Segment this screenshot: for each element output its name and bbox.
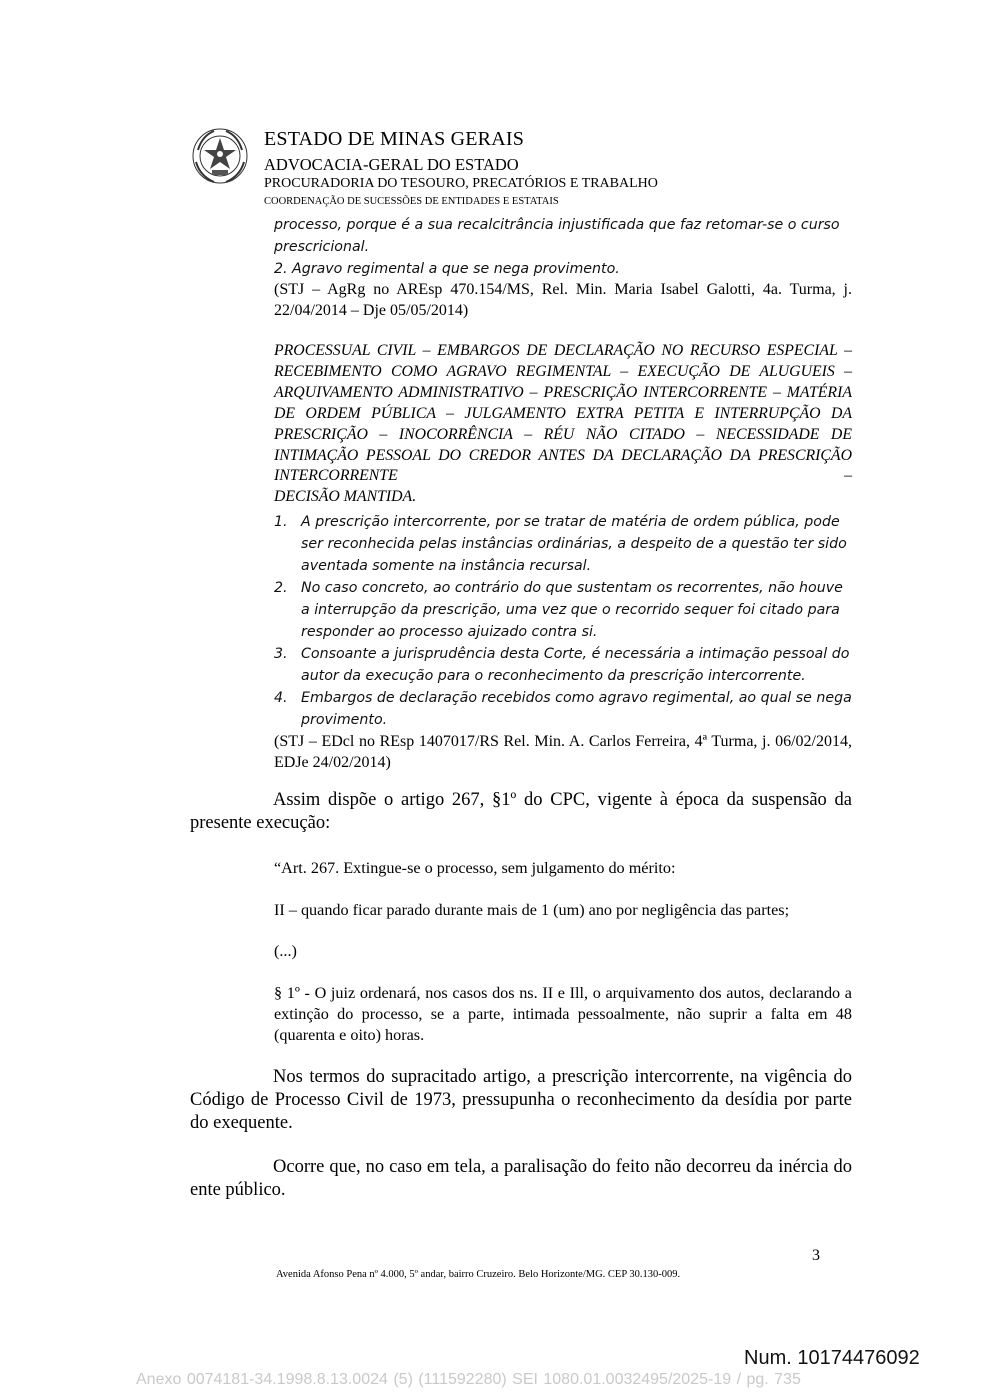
quote-citation: (STJ – AgRg no AREsp 470.154/MS, Rel. Min. Maria Isabel Galotti, 4a. Turma, j. 22/04/2014 – Dje 05/05/2014): [274, 281, 852, 319]
article-ellipsis: (...): [274, 942, 297, 960]
holding-list: [274, 511, 852, 731]
header-coordination: COORDENAÇÃO DE SUCESSÕES DE ENTIDADES E ESTATAIS: [264, 196, 559, 207]
header-agency: ADVOCACIA-GERAL DO ESTADO: [264, 155, 519, 174]
list-item-number: 2.: [274, 580, 288, 597]
headnote-end: DECISÃO MANTIDA.: [274, 488, 417, 506]
list-item-text: No caso concreto, ao contrário do que sustentam os recorrentes, não houve a interrupção da prescrição, uma vez que o recorrido sequer foi citado para responder ao processo ajuizado contra si.: [301, 580, 843, 641]
headnote: [274, 341, 852, 508]
list-item-text: A prescrição intercorrente, por se tratar de matéria de ordem pública, pode ser reconhecida pelas instâncias ordinárias, a despeito de a questão ter sido aventada somente na instância recursal.: [301, 514, 847, 575]
body-paragraph-2: Nos termos do supracitado artigo, a prescrição intercorrente, na vigência do Código de Processo Civil de 1973, pressupunha o reconhecimento da desídia por parte do exequente.: [190, 1067, 852, 1133]
body-paragraph-1: Assim dispõe o artigo 267, §1º do CPC, vigente à época da suspensão da presente execução:: [190, 790, 852, 833]
quote2-citation: (STJ – EDcl no REsp 1407017/RS Rel. Min. A. Carlos Ferreira, 4ª Turma, j. 06/02/2014, EDJe 24/02/2014): [274, 733, 852, 772]
list-item: [274, 643, 852, 687]
header-state: ESTADO DE MINAS GERAIS: [264, 128, 525, 150]
footer-address: Avenida Afonso Pena nº 4.000, 5º andar, bairro Cruzeiro. Belo Horizonte/MG. CEP 30.130-009.: [276, 1269, 681, 1280]
page-number: 3: [812, 1247, 820, 1264]
body-paragraph-3: Ocorre que, no caso em tela, a paralisação do feito não decorreu da inércia do ente público.: [190, 1157, 852, 1200]
article-item-ii: II – quando ficar parado durante mais de 1 (um) ano por negligência das partes;: [274, 901, 790, 919]
list-item: [274, 577, 852, 643]
list-item-number: 3.: [274, 646, 288, 663]
document-number-stamp: Num. 10174476092: [744, 1347, 920, 1369]
list-item-number: 1.: [274, 514, 288, 531]
header-procuradoria: PROCURADORIA DO TESOURO, PRECATÓRIOS E TRABALHO: [264, 176, 658, 191]
list-item: [274, 511, 852, 577]
quote-block-2: [274, 341, 852, 773]
list-item-number: 4.: [274, 690, 288, 707]
article-heading: “Art. 267. Extingue-se o processo, sem julgamento do mérito:: [274, 859, 676, 877]
list-item-text: Consoante a jurisprudência desta Corte, é necessária a intimação pessoal do autor da execução para o reconhecimento da prescrição intercorrente.: [301, 646, 850, 685]
quote-item-2: 2. Agravo regimental a que se nega provimento.: [274, 261, 620, 277]
list-item: [274, 687, 852, 731]
annex-reference-stamp: Anexo 0074181-34.1998.8.13.0024 (5) (111592280) SEI 1080.01.0032495/2025-19 / pg. 735: [136, 1371, 801, 1388]
article-paragraph-1: § 1º - O juiz ordenará, nos casos dos ns. II e Ill, o arquivamento dos autos, declarando a extinção do processo, se a parte, intimada pessoalmente, não suprir a falta em 48 (quarenta e oito) horas.: [274, 984, 852, 1044]
list-item-text: Embargos de declaração recebidos como agravo regimental, ao qual se nega provimento.: [301, 690, 852, 729]
quote-continuation-block: [274, 214, 852, 321]
headnote-text: PROCESSUAL CIVIL – EMBARGOS DE DECLARAÇÃO NO RECURSO ESPECIAL – RECEBIMENTO COMO AGRAVO REGIMENTAL – EXECUÇÃO DE ALUGUEIS – ARQUIVAMENTO ADMINISTRATIVO – PRESCRIÇÃO INTERCORRENTE – MATÉRIA DE ORDEM PÚBLICA – JULGAMENTO EXTRA PETITA E INTERRUPÇÃO DA PRESCRIÇÃO – INOCORRÊNCIA – RÉU NÃO CITADO – NECESSIDADE DE INTIMAÇÃO PESSOAL DO CREDOR ANTES DA DECLARAÇÃO DA PRESCRIÇÃO INTERCORRENTE –: [274, 342, 852, 485]
quote-continuation-text: processo, porque é a sua recalcitrância injustificada que faz retomar-se o curso prescricional.: [274, 217, 840, 255]
minas-gerais-coat-of-arms-icon: [190, 126, 250, 186]
